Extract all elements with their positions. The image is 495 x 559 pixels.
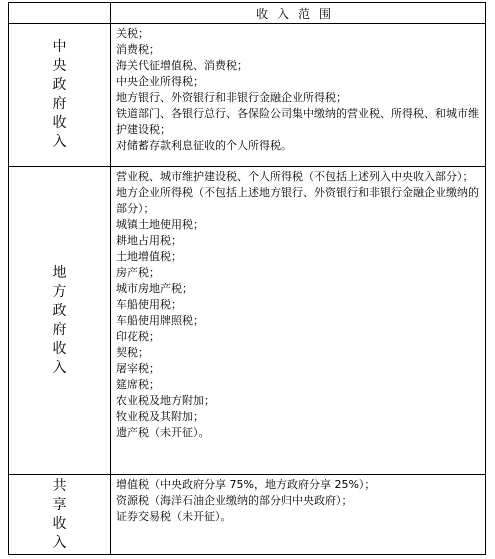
- list-item: 地方银行、外资银行和非银行金融企业所得税；: [116, 91, 347, 104]
- revenue-table: [8, 2, 486, 555]
- category-cell: [9, 24, 111, 167]
- section-row-shared: [9, 475, 486, 555]
- list-item: 筵席税；: [116, 378, 160, 391]
- category-label-shared: 共享收入: [52, 477, 67, 551]
- list-item: 车船使用牌照税；: [116, 314, 204, 327]
- items-cell-local: [111, 167, 486, 475]
- list-item: 城镇土地使用税；: [116, 218, 204, 231]
- list-item: 资源税（海洋石油企业缴纳的部分归中央政府）；: [116, 494, 353, 507]
- list-item: 证券交易税（未开征）。: [116, 510, 232, 523]
- header-title: 收入范围: [111, 3, 486, 24]
- items-cell-central: [111, 24, 486, 167]
- list-item: 对储蓄存款利息征收的个人所得税。: [116, 139, 292, 152]
- list-item: 铁道部门、各银行总行、各保险公司集中缴纳的营业税、所得税、和城市维护建设税；: [116, 107, 479, 136]
- list-item: 土地增值税；: [116, 250, 182, 263]
- category-cell: [9, 167, 111, 475]
- list-item: 遗产税（未开征）。: [116, 426, 210, 439]
- category-label-local: 地方政府收入: [52, 264, 67, 376]
- list-item: 增值税（中央政府分享 75%，地方政府分享 25%）；: [116, 478, 376, 491]
- list-item: 地方企业所得税（不包括上述地方银行、外资银行和非银行金融企业缴纳的部分）；: [116, 186, 479, 215]
- list-item: 车船使用税；: [116, 298, 182, 311]
- category-cell: [9, 475, 111, 555]
- list-item: 牧业税及其附加；: [116, 410, 204, 423]
- list-item: 中央企业所得税；: [116, 75, 204, 88]
- list-item: 契税；: [116, 346, 149, 359]
- category-label-central: 中央政府收入: [52, 39, 67, 150]
- list-item: 屠宰税；: [116, 362, 160, 375]
- list-item: 印花税；: [116, 330, 160, 343]
- items-cell-shared: [111, 475, 486, 555]
- section-row-local: [9, 167, 486, 475]
- header-blank-cell: [9, 3, 111, 24]
- list-item: 营业税、城市维护建设税、个人所得税（不包括上述列入中央收入部分）；: [116, 170, 474, 183]
- list-item: 房产税；: [116, 266, 160, 279]
- list-item: 城市房地产税；: [116, 282, 193, 295]
- section-row-central: [9, 24, 486, 167]
- list-item: 消费税；: [116, 43, 160, 56]
- header-row: [9, 3, 486, 24]
- list-item: 农业税及地方附加；: [116, 394, 215, 407]
- list-item: 耕地占用税；: [116, 234, 182, 247]
- list-item: 海关代征增值税、消费税；: [116, 59, 248, 72]
- list-item: 关税；: [116, 27, 149, 40]
